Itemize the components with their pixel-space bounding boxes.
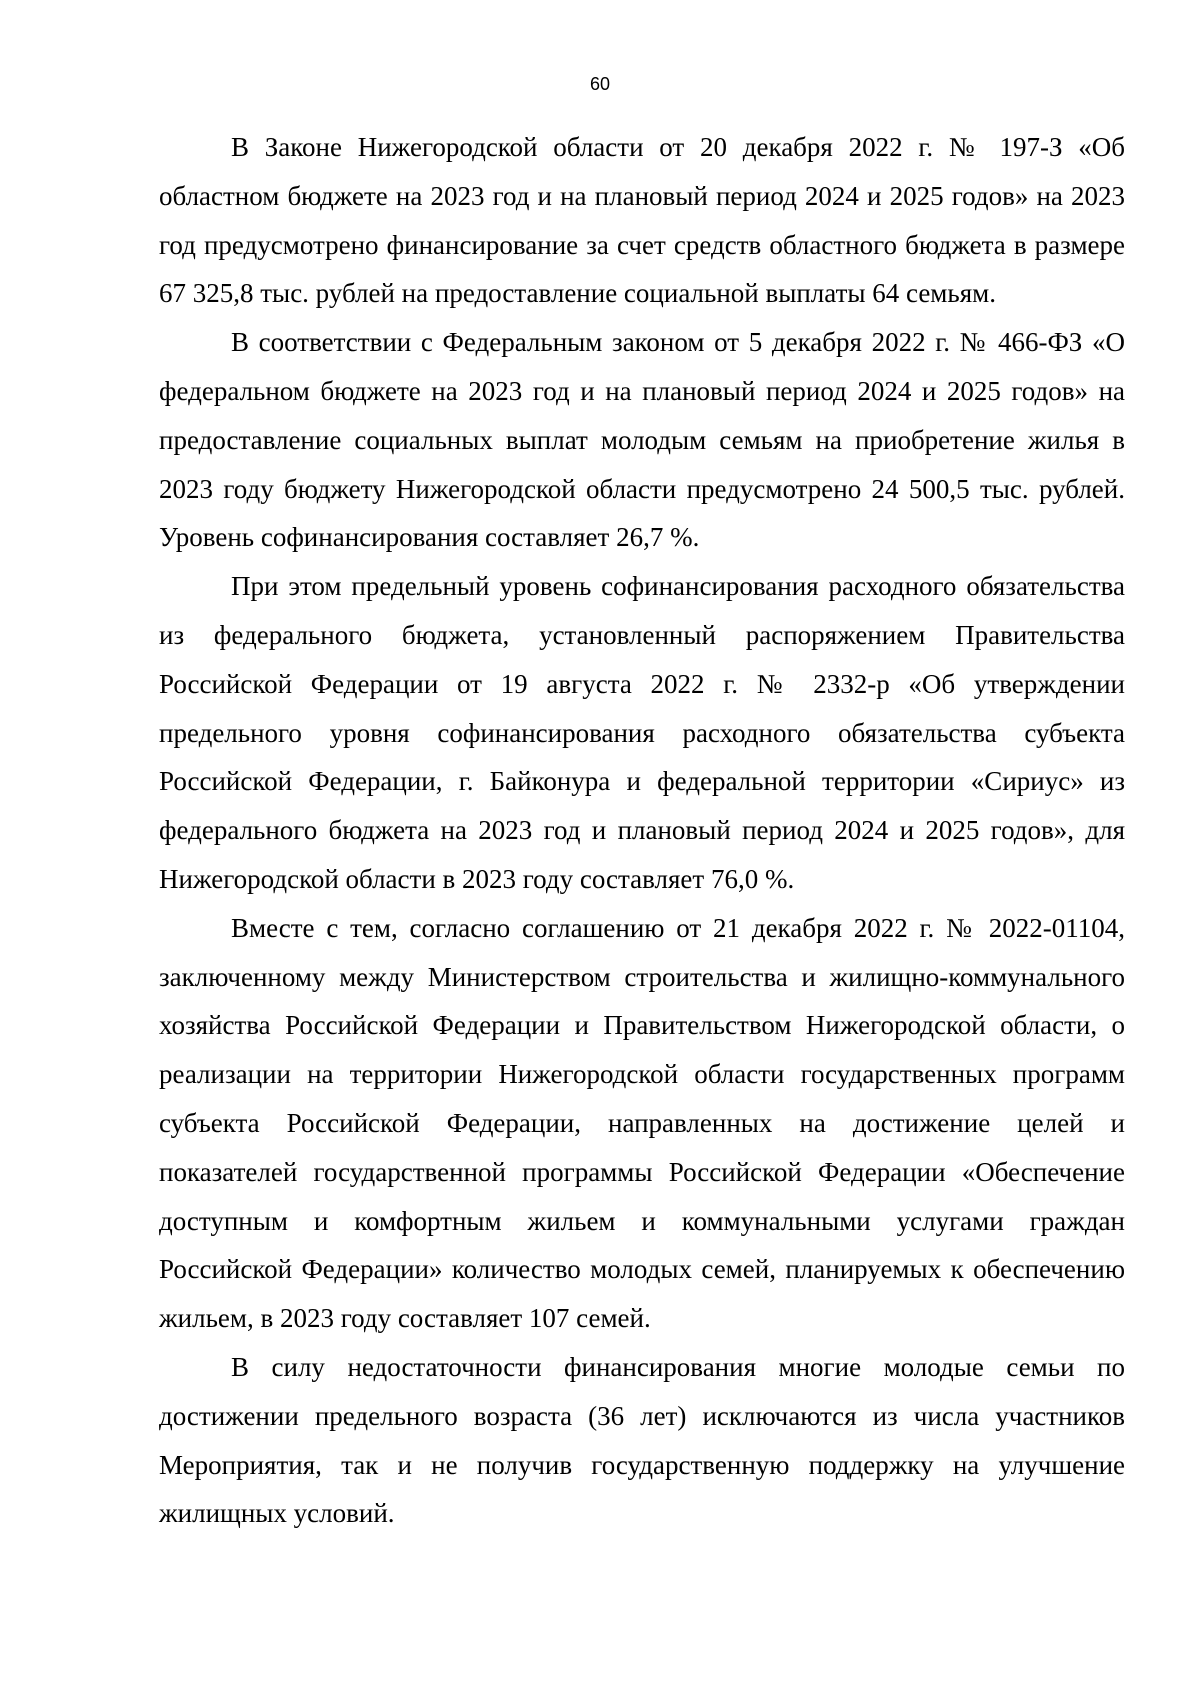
paragraph-federal-budget-law: В соответствии с Федеральным законом от 5 декабря 2022 г. № 466-ФЗ «О федеральном бюджете на 2023 год и на плановый период 2024 и 2025 годов» на предоставление социальных выплат молодым семьям на приобретение жилья в 2023 году бюджету Нижегородской области предусмотрено 24 500,5 тыс. рублей. Уровень софинансирования составляет 26,7 %.	[159, 327, 1125, 553]
paragraph-insufficient-funding: В силу недостаточности финансирования многие молодые семьи по достижении предельного возраста (36 лет) исключаются из числа участников Мероприятия, так и не получив государственную поддержку на улучшение жилищных условий.	[159, 1351, 1125, 1529]
document-body	[159, 123, 1125, 1538]
paragraph-cofinancing-limit: При этом предельный уровень софинансирования расходного обязательства из федерального бюджета, установленный распоряжением Правительства Российской Федерации от 19 августа 2022 г. № 2332-р «Об утверждении предельного уровня софинансирования расходного обязательства субъекта Российской Федерации, г. Байконура и федеральной территории «Сириус» из федерального бюджета на 2023 год и плановый период 2024 и 2025 годов», для Нижегородской области в 2023 году составляет 76,0 %.	[159, 571, 1125, 894]
paragraph-regional-budget-law: В Законе Нижегородской области от 20 декабря 2022 г. № 197-З «Об областном бюджете на 2023 год и на плановый период 2024 и 2025 годов» на 2023 год предусмотрено финансирование за счет средств областного бюджета в размере 67 325,8 тыс. рублей на предоставление социальной выплаты 64 семьям.	[159, 132, 1125, 309]
page-number: 60	[589, 74, 611, 94]
paragraph-agreement: Вместе с тем, согласно соглашению от 21 декабря 2022 г. № 2022-01104, заключенному между Министерством строительства и жилищно-коммунального хозяйства Российской Федерации и Правительством Нижегородской области, о реализации на территории Нижегородской области государственных программ субъекта Российской Федерации, направленных на достижение целей и показателей государственной программы Российской Федерации «Обеспечение доступным и комфортным жильем и коммунальными услугами граждан Российской Федерации» количество молодых семей, планируемых к обеспечению жильем, в 2023 году составляет 107 семей.	[159, 912, 1125, 1334]
